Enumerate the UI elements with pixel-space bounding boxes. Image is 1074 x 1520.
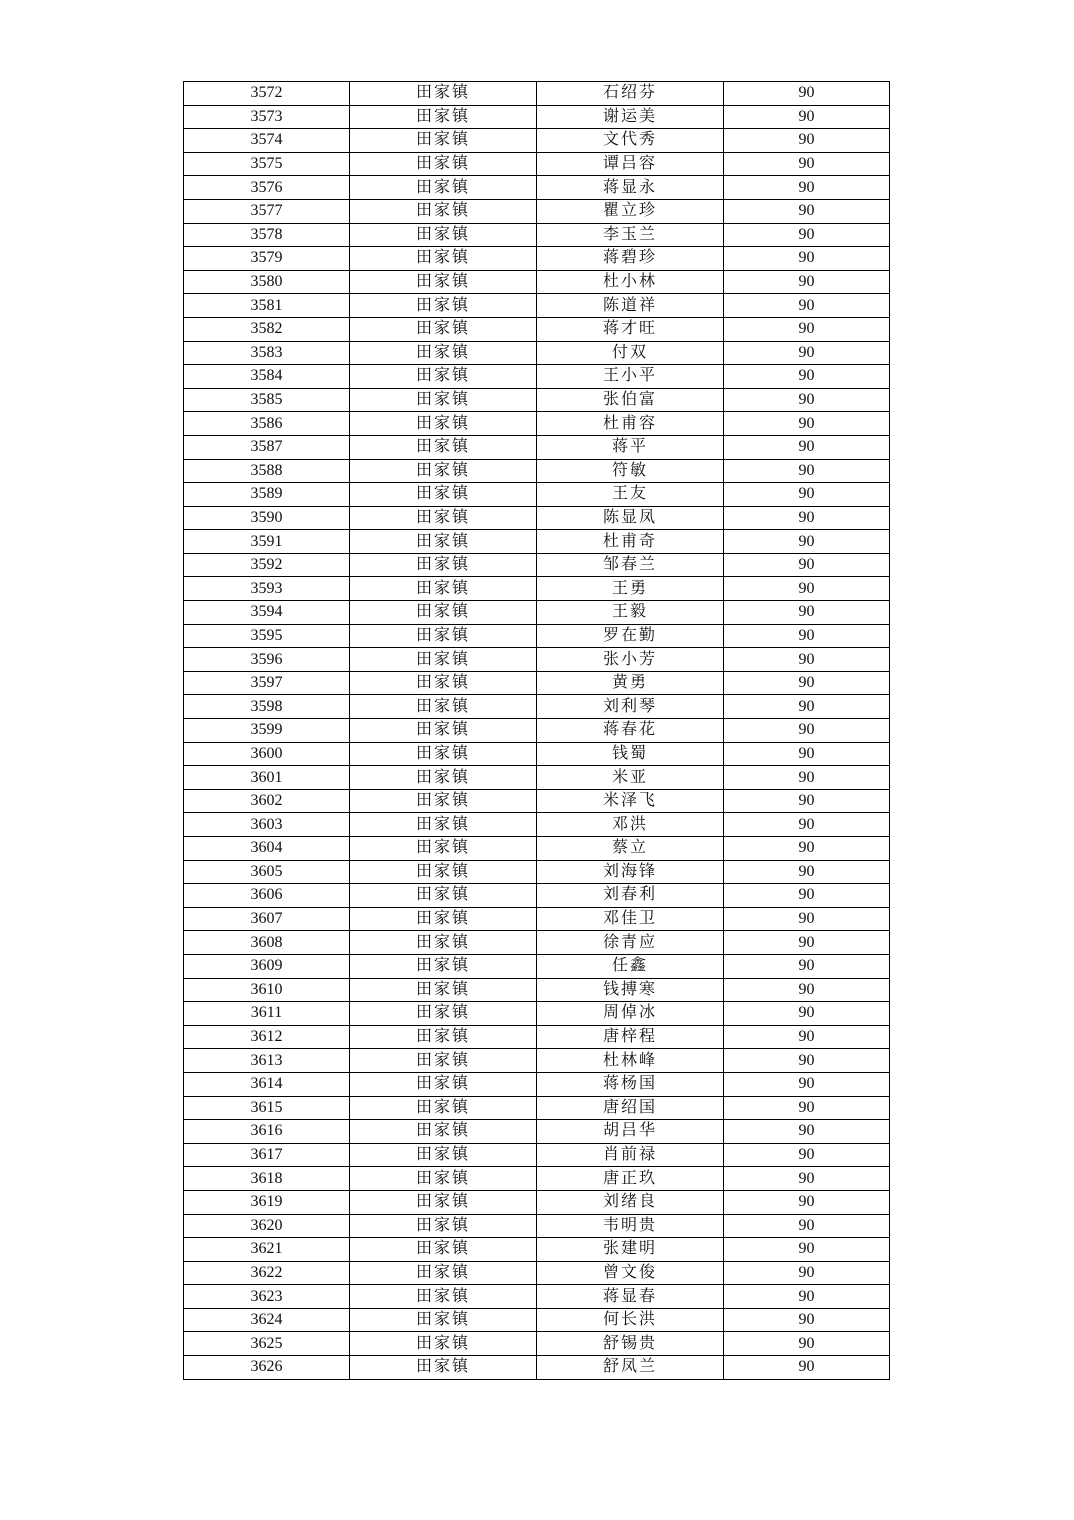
table-row [184,789,890,813]
table-row [184,553,890,577]
table-row [184,294,890,318]
table-row [184,459,890,483]
table-row [184,1261,890,1285]
town-cell: 田家镇 [350,1214,537,1238]
table-row [184,954,890,978]
town-cell: 田家镇 [350,624,537,648]
town-cell: 田家镇 [350,412,537,436]
score-cell: 90 [724,1143,890,1167]
table-row [184,223,890,247]
person-name-cell: 唐绍国 [537,1096,724,1120]
table-row [184,82,890,106]
row-number-cell: 3599 [184,719,350,743]
row-number-cell: 3604 [184,837,350,861]
score-cell: 90 [724,270,890,294]
score-cell: 90 [724,954,890,978]
table-row [184,907,890,931]
score-cell: 90 [724,884,890,908]
score-cell: 90 [724,624,890,648]
town-cell: 田家镇 [350,1261,537,1285]
town-cell: 田家镇 [350,176,537,200]
person-name-cell: 谭吕容 [537,152,724,176]
table-row [184,388,890,412]
town-cell: 田家镇 [350,837,537,861]
table-row [184,317,890,341]
row-number-cell: 3575 [184,152,350,176]
person-name-cell: 刘绪良 [537,1190,724,1214]
row-number-cell: 3621 [184,1238,350,1262]
town-cell: 田家镇 [350,954,537,978]
table-row [184,1214,890,1238]
town-cell: 田家镇 [350,1356,537,1380]
table-row [184,601,890,625]
score-cell: 90 [724,530,890,554]
table-row [184,837,890,861]
town-cell: 田家镇 [350,1072,537,1096]
person-name-cell: 刘春利 [537,884,724,908]
row-number-cell: 3608 [184,931,350,955]
score-cell: 90 [724,176,890,200]
town-cell: 田家镇 [350,435,537,459]
score-cell: 90 [724,341,890,365]
table-row [184,1238,890,1262]
row-number-cell: 3623 [184,1285,350,1309]
person-name-cell: 谢运美 [537,105,724,129]
score-cell: 90 [724,648,890,672]
person-name-cell: 蒋显永 [537,176,724,200]
town-cell: 田家镇 [350,1025,537,1049]
score-cell: 90 [724,129,890,153]
score-cell: 90 [724,553,890,577]
person-name-cell: 蒋碧珍 [537,247,724,271]
row-number-cell: 3601 [184,766,350,790]
person-name-cell: 舒凤兰 [537,1356,724,1380]
table-row [184,624,890,648]
table-row [184,412,890,436]
town-cell: 田家镇 [350,1167,537,1191]
row-number-cell: 3591 [184,530,350,554]
row-number-cell: 3622 [184,1261,350,1285]
table-row [184,1025,890,1049]
score-cell: 90 [724,365,890,389]
score-cell: 90 [724,766,890,790]
row-number-cell: 3589 [184,483,350,507]
row-number-cell: 3587 [184,435,350,459]
table-row [184,365,890,389]
town-cell: 田家镇 [350,152,537,176]
row-number-cell: 3605 [184,860,350,884]
row-number-cell: 3573 [184,105,350,129]
person-name-cell: 张建明 [537,1238,724,1262]
table-row [184,506,890,530]
town-cell: 田家镇 [350,1096,537,1120]
person-name-cell: 周倬冰 [537,1002,724,1026]
town-cell: 田家镇 [350,931,537,955]
town-cell: 田家镇 [350,199,537,223]
score-cell: 90 [724,1167,890,1191]
town-cell: 田家镇 [350,789,537,813]
score-cell: 90 [724,1214,890,1238]
table-row [184,483,890,507]
town-cell: 田家镇 [350,671,537,695]
row-number-cell: 3606 [184,884,350,908]
score-cell: 90 [724,1049,890,1073]
town-cell: 田家镇 [350,459,537,483]
table-row [184,1049,890,1073]
score-cell: 90 [724,860,890,884]
score-cell: 90 [724,931,890,955]
table-row [184,1096,890,1120]
town-cell: 田家镇 [350,1285,537,1309]
table-row [184,1072,890,1096]
town-cell: 田家镇 [350,388,537,412]
town-cell: 田家镇 [350,1002,537,1026]
score-cell: 90 [724,105,890,129]
row-number-cell: 3579 [184,247,350,271]
person-name-cell: 文代秀 [537,129,724,153]
score-cell: 90 [724,1120,890,1144]
town-cell: 田家镇 [350,719,537,743]
person-name-cell: 肖前禄 [537,1143,724,1167]
row-number-cell: 3576 [184,176,350,200]
row-number-cell: 3595 [184,624,350,648]
score-cell: 90 [724,223,890,247]
person-name-cell: 张伯富 [537,388,724,412]
row-number-cell: 3620 [184,1214,350,1238]
town-cell: 田家镇 [350,247,537,271]
table-row [184,1143,890,1167]
table-row [184,270,890,294]
town-cell: 田家镇 [350,483,537,507]
row-number-cell: 3588 [184,459,350,483]
person-name-cell: 王友 [537,483,724,507]
person-name-cell: 陈道祥 [537,294,724,318]
score-cell: 90 [724,1261,890,1285]
score-cell: 90 [724,1096,890,1120]
town-cell: 田家镇 [350,1143,537,1167]
person-name-cell: 任鑫 [537,954,724,978]
score-cell: 90 [724,412,890,436]
score-cell: 90 [724,1072,890,1096]
row-number-cell: 3593 [184,577,350,601]
row-number-cell: 3614 [184,1072,350,1096]
table-row [184,1190,890,1214]
row-number-cell: 3612 [184,1025,350,1049]
town-cell: 田家镇 [350,270,537,294]
town-cell: 田家镇 [350,1120,537,1144]
table-row [184,530,890,554]
row-number-cell: 3626 [184,1356,350,1380]
town-cell: 田家镇 [350,648,537,672]
person-name-cell: 石绍芬 [537,82,724,106]
score-cell: 90 [724,837,890,861]
town-cell: 田家镇 [350,695,537,719]
row-number-cell: 3586 [184,412,350,436]
row-number-cell: 3597 [184,671,350,695]
person-name-cell: 瞿立珍 [537,199,724,223]
town-cell: 田家镇 [350,860,537,884]
person-name-cell: 刘海锋 [537,860,724,884]
person-name-cell: 韦明贵 [537,1214,724,1238]
row-number-cell: 3582 [184,317,350,341]
row-number-cell: 3613 [184,1049,350,1073]
table-row [184,695,890,719]
person-name-cell: 蒋平 [537,435,724,459]
table-row [184,671,890,695]
row-number-cell: 3607 [184,907,350,931]
person-name-cell: 曾文俊 [537,1261,724,1285]
person-name-cell: 杜林峰 [537,1049,724,1073]
town-cell: 田家镇 [350,223,537,247]
score-cell: 90 [724,199,890,223]
table-row [184,766,890,790]
score-cell: 90 [724,317,890,341]
row-number-cell: 3577 [184,199,350,223]
person-name-cell: 杜甫奇 [537,530,724,554]
score-cell: 90 [724,152,890,176]
row-number-cell: 3617 [184,1143,350,1167]
row-number-cell: 3596 [184,648,350,672]
person-name-cell: 唐梓程 [537,1025,724,1049]
score-cell: 90 [724,1356,890,1380]
table-row [184,199,890,223]
score-cell: 90 [724,789,890,813]
row-number-cell: 3592 [184,553,350,577]
score-cell: 90 [724,459,890,483]
table-row [184,105,890,129]
row-number-cell: 3610 [184,978,350,1002]
person-name-cell: 邹春兰 [537,553,724,577]
score-cell: 90 [724,1285,890,1309]
person-name-cell: 张小芳 [537,648,724,672]
score-cell: 90 [724,1238,890,1262]
row-number-cell: 3602 [184,789,350,813]
person-name-cell: 陈显凤 [537,506,724,530]
town-cell: 田家镇 [350,1190,537,1214]
table-row [184,435,890,459]
town-cell: 田家镇 [350,577,537,601]
score-cell: 90 [724,1025,890,1049]
score-cell: 90 [724,1308,890,1332]
row-number-cell: 3585 [184,388,350,412]
score-cell: 90 [724,388,890,412]
table-row [184,1356,890,1380]
score-cell: 90 [724,483,890,507]
person-name-cell: 蔡立 [537,837,724,861]
town-cell: 田家镇 [350,129,537,153]
table-row [184,1285,890,1309]
score-cell: 90 [724,1002,890,1026]
row-number-cell: 3600 [184,742,350,766]
table-row [184,1120,890,1144]
town-cell: 田家镇 [350,317,537,341]
town-cell: 田家镇 [350,530,537,554]
table-row [184,978,890,1002]
person-name-cell: 王小平 [537,365,724,389]
town-cell: 田家镇 [350,506,537,530]
roster-table-body [184,82,890,1380]
table-row [184,1167,890,1191]
score-cell: 90 [724,695,890,719]
table-row [184,860,890,884]
person-name-cell: 刘利琴 [537,695,724,719]
table-row [184,341,890,365]
table-row [184,1332,890,1356]
score-cell: 90 [724,506,890,530]
row-number-cell: 3625 [184,1332,350,1356]
roster-table [183,81,890,1380]
person-name-cell: 唐正玖 [537,1167,724,1191]
person-name-cell: 米泽飞 [537,789,724,813]
table-row [184,813,890,837]
person-name-cell: 杜甫容 [537,412,724,436]
table-row [184,152,890,176]
row-number-cell: 3572 [184,82,350,106]
town-cell: 田家镇 [350,766,537,790]
score-cell: 90 [724,435,890,459]
score-cell: 90 [724,813,890,837]
person-name-cell: 王勇 [537,577,724,601]
row-number-cell: 3616 [184,1120,350,1144]
table-row [184,247,890,271]
person-name-cell: 邓洪 [537,813,724,837]
score-cell: 90 [724,1332,890,1356]
person-name-cell: 徐青应 [537,931,724,955]
score-cell: 90 [724,82,890,106]
score-cell: 90 [724,577,890,601]
person-name-cell: 李玉兰 [537,223,724,247]
row-number-cell: 3609 [184,954,350,978]
score-cell: 90 [724,671,890,695]
table-row [184,1002,890,1026]
row-number-cell: 3581 [184,294,350,318]
person-name-cell: 邓佳卫 [537,907,724,931]
person-name-cell: 钱搏寒 [537,978,724,1002]
person-name-cell: 舒锡贵 [537,1332,724,1356]
town-cell: 田家镇 [350,105,537,129]
town-cell: 田家镇 [350,341,537,365]
town-cell: 田家镇 [350,82,537,106]
table-row [184,1308,890,1332]
town-cell: 田家镇 [350,553,537,577]
town-cell: 田家镇 [350,884,537,908]
person-name-cell: 何长洪 [537,1308,724,1332]
person-name-cell: 黄勇 [537,671,724,695]
score-cell: 90 [724,978,890,1002]
person-name-cell: 蒋杨国 [537,1072,724,1096]
town-cell: 田家镇 [350,1332,537,1356]
score-cell: 90 [724,1190,890,1214]
table-row [184,931,890,955]
row-number-cell: 3578 [184,223,350,247]
row-number-cell: 3580 [184,270,350,294]
person-name-cell: 米亚 [537,766,724,790]
score-cell: 90 [724,907,890,931]
row-number-cell: 3618 [184,1167,350,1191]
town-cell: 田家镇 [350,1238,537,1262]
row-number-cell: 3615 [184,1096,350,1120]
table-row [184,648,890,672]
score-cell: 90 [724,294,890,318]
score-cell: 90 [724,719,890,743]
person-name-cell: 钱蜀 [537,742,724,766]
row-number-cell: 3598 [184,695,350,719]
town-cell: 田家镇 [350,601,537,625]
row-number-cell: 3594 [184,601,350,625]
table-row [184,577,890,601]
table-row [184,176,890,200]
row-number-cell: 3584 [184,365,350,389]
person-name-cell: 王毅 [537,601,724,625]
person-name-cell: 蒋春花 [537,719,724,743]
score-cell: 90 [724,742,890,766]
row-number-cell: 3603 [184,813,350,837]
row-number-cell: 3624 [184,1308,350,1332]
person-name-cell: 胡吕华 [537,1120,724,1144]
row-number-cell: 3574 [184,129,350,153]
table-row [184,719,890,743]
table-row [184,742,890,766]
row-number-cell: 3583 [184,341,350,365]
town-cell: 田家镇 [350,907,537,931]
town-cell: 田家镇 [350,813,537,837]
person-name-cell: 杜小林 [537,270,724,294]
person-name-cell: 付双 [537,341,724,365]
person-name-cell: 蒋显春 [537,1285,724,1309]
row-number-cell: 3611 [184,1002,350,1026]
town-cell: 田家镇 [350,742,537,766]
score-cell: 90 [724,601,890,625]
town-cell: 田家镇 [350,294,537,318]
person-name-cell: 罗在勤 [537,624,724,648]
person-name-cell: 符敏 [537,459,724,483]
row-number-cell: 3619 [184,1190,350,1214]
row-number-cell: 3590 [184,506,350,530]
person-name-cell: 蒋才旺 [537,317,724,341]
score-cell: 90 [724,247,890,271]
table-row [184,129,890,153]
town-cell: 田家镇 [350,365,537,389]
town-cell: 田家镇 [350,1308,537,1332]
town-cell: 田家镇 [350,1049,537,1073]
table-row [184,884,890,908]
town-cell: 田家镇 [350,978,537,1002]
